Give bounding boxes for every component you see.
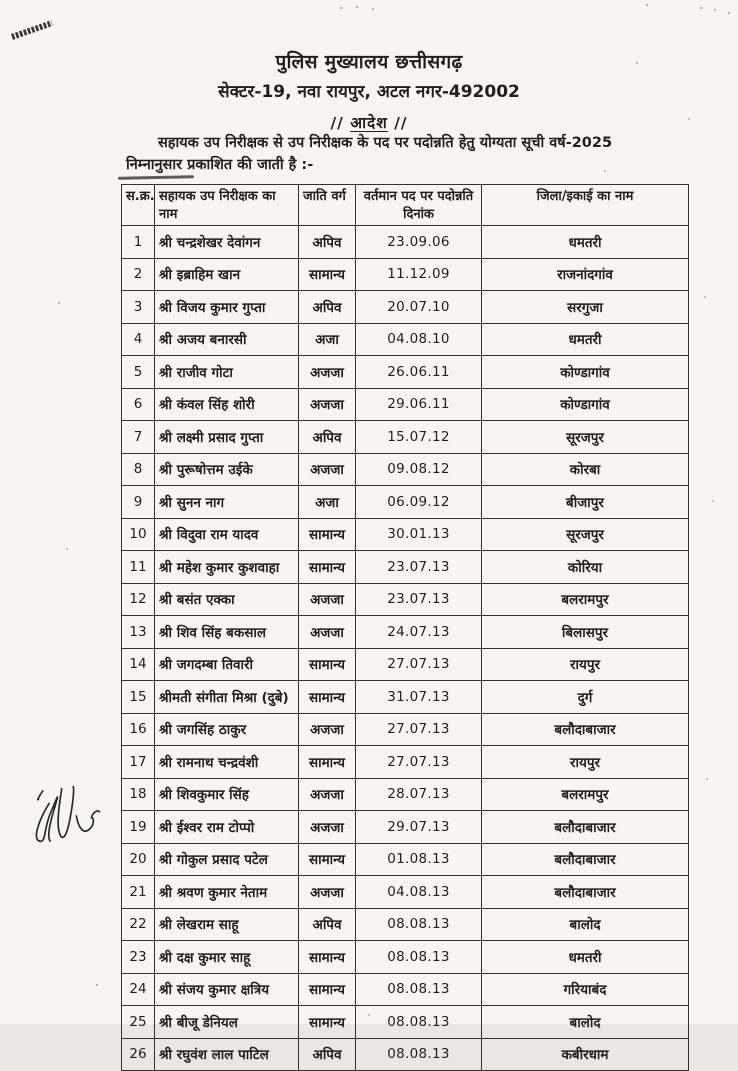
cell-promotion-date: 15.07.12 xyxy=(356,421,482,454)
table-row xyxy=(122,421,689,454)
cell-asi-name: श्री लक्ष्मी प्रसाद गुप्ता xyxy=(155,421,299,454)
cell-serial-no: 10 xyxy=(122,518,155,551)
cell-district-unit: सूरजपुर xyxy=(482,518,689,551)
cell-serial-no: 4 xyxy=(122,323,155,356)
table-row xyxy=(122,583,689,616)
cell-caste-category: सामान्य xyxy=(299,941,356,974)
cell-asi-name: श्री चन्द्रशेखर देवांगन xyxy=(155,226,299,259)
cell-asi-name: श्री राजीव गोटा xyxy=(155,356,299,389)
cell-asi-name: श्री सुनन नाग xyxy=(155,486,299,519)
cell-promotion-date: 24.07.13 xyxy=(356,616,482,649)
cell-asi-name: श्री रघुवंश लाल पाटिल xyxy=(155,1038,299,1071)
cell-serial-no: 23 xyxy=(122,941,155,974)
intro-paragraph xyxy=(126,132,654,177)
cell-serial-no: 12 xyxy=(122,583,155,616)
cell-asi-name: श्री बीजू डेनियल xyxy=(155,1006,299,1039)
cell-caste-category: अजजा xyxy=(299,356,356,389)
table-row xyxy=(122,551,689,584)
cell-district-unit: कबीरधाम xyxy=(482,1038,689,1071)
intro-line-1: सहायक उप निरीक्षक से उप निरीक्षक के पद पर पदोन्नति हेतु योग्यता सूची वर्ष-2025 xyxy=(158,135,613,151)
table-row xyxy=(122,713,689,746)
table-row xyxy=(122,291,689,324)
cell-caste-category: सामान्य xyxy=(299,648,356,681)
cell-asi-name: श्री जगसिंह ठाकुर xyxy=(155,713,299,746)
cell-district-unit: बिलासपुर xyxy=(482,616,689,649)
cell-serial-no: 9 xyxy=(122,486,155,519)
table-row xyxy=(122,323,689,356)
pen-scribble-mark xyxy=(8,16,58,42)
cell-district-unit: गरियाबंद xyxy=(482,973,689,1006)
cell-district-unit: बीजापुर xyxy=(482,486,689,519)
cell-asi-name: श्री कंवल सिंह शोरी xyxy=(155,388,299,421)
cell-promotion-date: 08.08.13 xyxy=(356,908,482,941)
header-district-unit: जिला/इकाई का नाम xyxy=(482,185,689,226)
cell-serial-no: 18 xyxy=(122,778,155,811)
cell-promotion-date: 20.07.10 xyxy=(356,291,482,324)
cell-asi-name: श्री रामनाथ चन्द्रवंशी xyxy=(155,746,299,779)
cell-asi-name: श्री पुरूषोत्तम उईके xyxy=(155,453,299,486)
cell-caste-category: अपिव xyxy=(299,291,356,324)
cell-district-unit: कोण्डागांव xyxy=(482,356,689,389)
cell-district-unit: बलौदाबाजार xyxy=(482,713,689,746)
scan-noise-specks xyxy=(0,0,2,2)
document-header xyxy=(0,48,738,133)
header-asi-name: सहायक उप निरीक्षक का नाम xyxy=(155,185,299,226)
cell-caste-category: अजजा xyxy=(299,616,356,649)
cell-district-unit: राजनांदगांव xyxy=(482,258,689,291)
cell-promotion-date: 01.08.13 xyxy=(356,843,482,876)
cell-asi-name: श्री महेश कुमार कुशवाहा xyxy=(155,551,299,584)
cell-caste-category: अपिव xyxy=(299,1038,356,1071)
cell-caste-category: अजा xyxy=(299,486,356,519)
cell-promotion-date: 08.08.13 xyxy=(356,1038,482,1071)
cell-district-unit: सूरजपुर xyxy=(482,421,689,454)
cell-district-unit: बालोद xyxy=(482,908,689,941)
cell-asi-name: श्री विजय कुमार गुप्ता xyxy=(155,291,299,324)
cell-serial-no: 13 xyxy=(122,616,155,649)
promotion-eligibility-table xyxy=(121,184,689,1071)
org-address: सेक्टर-19, नवा रायपुर, अटल नगर-492002 xyxy=(218,82,520,102)
cell-promotion-date: 11.12.09 xyxy=(356,258,482,291)
table-row xyxy=(122,908,689,941)
cell-caste-category: अजजा xyxy=(299,778,356,811)
cell-asi-name: श्री लेखराम साहू xyxy=(155,908,299,941)
cell-promotion-date: 23.07.13 xyxy=(356,583,482,616)
cell-serial-no: 5 xyxy=(122,356,155,389)
cell-serial-no: 8 xyxy=(122,453,155,486)
cell-serial-no: 19 xyxy=(122,811,155,844)
cell-district-unit: रायपुर xyxy=(482,746,689,779)
cell-promotion-date: 06.09.12 xyxy=(356,486,482,519)
cell-asi-name: श्री इब्राहिम खान xyxy=(155,258,299,291)
cell-promotion-date: 04.08.13 xyxy=(356,876,482,909)
cell-promotion-date: 27.07.13 xyxy=(356,648,482,681)
cell-asi-name: श्री श्रवण कुमार नेताम xyxy=(155,876,299,909)
cell-district-unit: बलौदाबाजार xyxy=(482,811,689,844)
cell-asi-name: श्री संजय कुमार क्षत्रिय xyxy=(155,973,299,1006)
cell-asi-name: श्री दक्ष कुमार साहू xyxy=(155,941,299,974)
order-title: आदेश xyxy=(350,114,388,132)
cell-serial-no: 21 xyxy=(122,876,155,909)
cell-caste-category: सामान्य xyxy=(299,258,356,291)
handwritten-signature xyxy=(26,774,110,858)
cell-asi-name: श्री बसंत एक्का xyxy=(155,583,299,616)
cell-promotion-date: 09.08.12 xyxy=(356,453,482,486)
cell-serial-no: 15 xyxy=(122,681,155,714)
table-row xyxy=(122,486,689,519)
table-row xyxy=(122,843,689,876)
table-row xyxy=(122,876,689,909)
cell-district-unit: दुर्ग xyxy=(482,681,689,714)
table-row xyxy=(122,356,689,389)
cell-caste-category: अजजा xyxy=(299,388,356,421)
table-row xyxy=(122,453,689,486)
cell-asi-name: श्री अजय बनारसी xyxy=(155,323,299,356)
table-row xyxy=(122,226,689,259)
cell-caste-category: सामान्य xyxy=(299,518,356,551)
cell-asi-name: श्रीमती संगीता मिश्रा (दुबे) xyxy=(155,681,299,714)
cell-caste-category: सामान्य xyxy=(299,843,356,876)
table-row xyxy=(122,1006,689,1039)
cell-district-unit: कोरबा xyxy=(482,453,689,486)
cell-promotion-date: 04.08.10 xyxy=(356,323,482,356)
cell-caste-category: अपिव xyxy=(299,226,356,259)
cell-promotion-date: 08.08.13 xyxy=(356,1006,482,1039)
order-slashes-right: // xyxy=(387,114,408,132)
cell-asi-name: श्री ईश्वर राम टोप्पो xyxy=(155,811,299,844)
cell-serial-no: 1 xyxy=(122,226,155,259)
cell-caste-category: अपिव xyxy=(299,908,356,941)
cell-promotion-date: 23.09.06 xyxy=(356,226,482,259)
cell-caste-category: अजजा xyxy=(299,713,356,746)
header-promotion-date: वर्तमान पद पर पदोन्नति दिनांक xyxy=(356,185,482,226)
cell-district-unit: बालोद xyxy=(482,1006,689,1039)
cell-caste-category: अजजा xyxy=(299,876,356,909)
table-row xyxy=(122,648,689,681)
cell-asi-name: श्री विदुवा राम यादव xyxy=(155,518,299,551)
table-row xyxy=(122,1038,689,1071)
cell-promotion-date: 29.06.11 xyxy=(356,388,482,421)
cell-caste-category: अजजा xyxy=(299,453,356,486)
cell-caste-category: सामान्य xyxy=(299,1006,356,1039)
cell-promotion-date: 26.06.11 xyxy=(356,356,482,389)
cell-promotion-date: 23.07.13 xyxy=(356,551,482,584)
cell-district-unit: धमतरी xyxy=(482,226,689,259)
cell-promotion-date: 27.07.13 xyxy=(356,713,482,746)
cell-district-unit: बलरामपुर xyxy=(482,778,689,811)
intro-line-2: निम्नानुसार प्रकाशित की जाती है :- xyxy=(126,157,314,174)
cell-asi-name: श्री शिव सिंह बकसाल xyxy=(155,616,299,649)
table-header-row xyxy=(122,185,689,226)
cell-caste-category: सामान्य xyxy=(299,681,356,714)
cell-caste-category: अजजा xyxy=(299,583,356,616)
cell-caste-category: सामान्य xyxy=(299,973,356,1006)
cell-district-unit: कोण्डागांव xyxy=(482,388,689,421)
table-row xyxy=(122,941,689,974)
header-caste-category: जाति वर्ग xyxy=(299,185,356,226)
cell-asi-name: श्री गोकुल प्रसाद पटेल xyxy=(155,843,299,876)
cell-promotion-date: 31.07.13 xyxy=(356,681,482,714)
cell-serial-no: 6 xyxy=(122,388,155,421)
cell-asi-name: श्री शिवकुमार सिंह xyxy=(155,778,299,811)
cell-serial-no: 24 xyxy=(122,973,155,1006)
cell-promotion-date: 29.07.13 xyxy=(356,811,482,844)
cell-asi-name: श्री जगदम्बा तिवारी xyxy=(155,648,299,681)
table-row xyxy=(122,616,689,649)
cell-serial-no: 16 xyxy=(122,713,155,746)
cell-caste-category: अजजा xyxy=(299,811,356,844)
cell-district-unit: सरगुजा xyxy=(482,291,689,324)
table-body xyxy=(122,226,689,1071)
table-row xyxy=(122,811,689,844)
cell-promotion-date: 08.08.13 xyxy=(356,973,482,1006)
table-row xyxy=(122,778,689,811)
cell-serial-no: 14 xyxy=(122,648,155,681)
cell-serial-no: 25 xyxy=(122,1006,155,1039)
table-row xyxy=(122,681,689,714)
cell-district-unit: कोरिया xyxy=(482,551,689,584)
cell-serial-no: 3 xyxy=(122,291,155,324)
cell-promotion-date: 08.08.13 xyxy=(356,941,482,974)
cell-promotion-date: 28.07.13 xyxy=(356,778,482,811)
cell-serial-no: 2 xyxy=(122,258,155,291)
cell-serial-no: 11 xyxy=(122,551,155,584)
cell-promotion-date: 30.01.13 xyxy=(356,518,482,551)
cell-caste-category: अजा xyxy=(299,323,356,356)
cell-serial-no: 20 xyxy=(122,843,155,876)
cell-district-unit: रायपुर xyxy=(482,648,689,681)
cell-caste-category: सामान्य xyxy=(299,746,356,779)
cell-promotion-date: 27.07.13 xyxy=(356,746,482,779)
cell-caste-category: अपिव xyxy=(299,421,356,454)
cell-serial-no: 17 xyxy=(122,746,155,779)
cell-district-unit: बलौदाबाजार xyxy=(482,876,689,909)
order-heading xyxy=(0,111,738,133)
cell-district-unit: बलरामपुर xyxy=(482,583,689,616)
cell-serial-no: 7 xyxy=(122,421,155,454)
cell-district-unit: बलौदाबाजार xyxy=(482,843,689,876)
table-row xyxy=(122,973,689,1006)
order-slashes-left: // xyxy=(330,114,351,132)
cell-caste-category: सामान्य xyxy=(299,551,356,584)
table-row xyxy=(122,258,689,291)
table-row xyxy=(122,518,689,551)
cell-district-unit: धमतरी xyxy=(482,941,689,974)
cell-district-unit: धमतरी xyxy=(482,323,689,356)
table-row xyxy=(122,388,689,421)
header-serial-no: स.क्र. xyxy=(122,185,155,226)
org-title: पुलिस मुख्यालय छत्तीसगढ़ xyxy=(275,51,463,73)
cell-serial-no: 26 xyxy=(122,1038,155,1071)
cell-serial-no: 22 xyxy=(122,908,155,941)
table-row xyxy=(122,746,689,779)
